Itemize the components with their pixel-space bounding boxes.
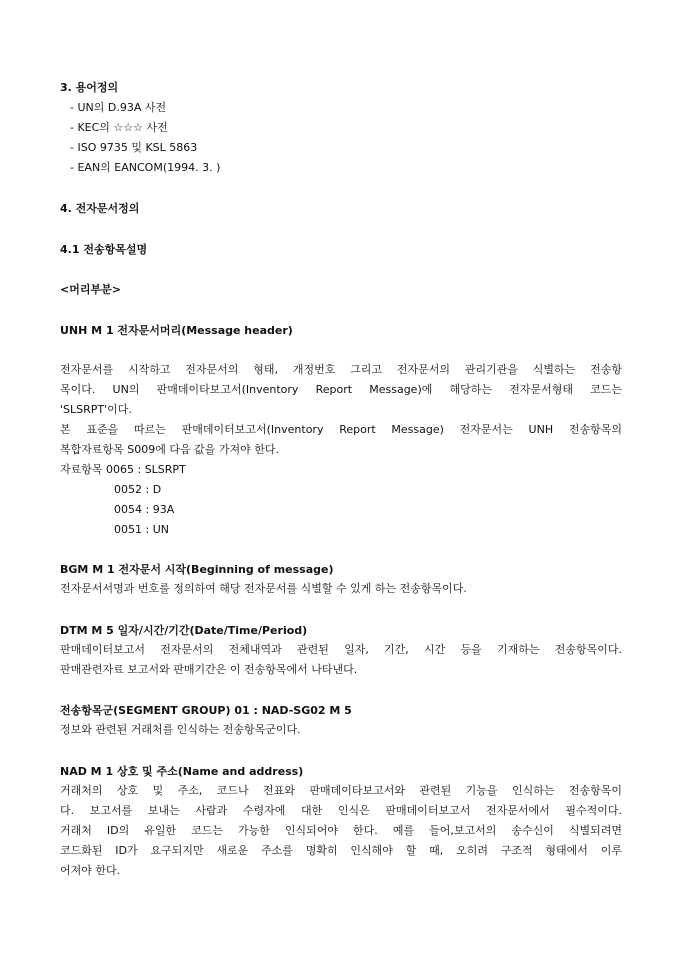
dtm-line1: 판매데이터보고서 전자문서의 전체내역과 관련된 일자, 기간, 시간 등을 기재하는 전송항목이다. — [60, 643, 622, 656]
nad-line4: 코드화된 ID가 요구되지만 새로운 주소를 명확히 인식해야 할 때, 오히려 구조적 형태에서 이루 — [60, 844, 622, 857]
data-item-0052: 0052 : D — [114, 483, 162, 496]
term-item-1: - UN의 D.93A 사전 — [70, 101, 167, 114]
data-item-0054: 0054 : 93A — [114, 503, 175, 516]
nad-line3: 거래처 ID의 유일한 코드는 가능한 인식되어야 한다. 예를 들어,보고서의 송수신이 식별되려면 — [60, 824, 622, 837]
unh-para1-line2: 목이다. UN의 판매데이타보고서(Inventory Report Message)에 해당하는 전자문서형태 코드는 — [60, 383, 622, 396]
unh-para2-line2: 복합자료항목 S009에 다음 값을 가져야 한다. — [60, 443, 279, 456]
data-item-0065: 자료항목 0065 : SLSRPT — [60, 463, 186, 476]
bgm-heading: BGM M 1 전자문서 시작(Beginning of message) — [60, 563, 334, 576]
term-item-2: - KEC의 ☆☆☆ 사전 — [70, 121, 168, 134]
unh-heading: UNH M 1 전자문서머리(Message header) — [60, 324, 293, 337]
term-item-3: - ISO 9735 및 KSL 5863 — [70, 141, 198, 154]
segment-group-heading: 전송항목군(SEGMENT GROUP) 01 : NAD-SG02 M 5 — [60, 704, 352, 717]
data-item-0051: 0051 : UN — [114, 523, 169, 536]
header-part-heading: <머리부분> — [60, 283, 121, 296]
segment-group-line1: 정보와 관련된 거래처를 인식하는 전송항목군이다. — [60, 723, 301, 736]
nad-line1: 거래처의 상호 및 주소, 코드나 전표와 판매데이타보고서와 관련된 기능을 인식하는 전송항목이 — [60, 784, 622, 797]
bgm-line1: 전자문서서명과 번호를 정의하여 해당 전자문서를 식별할 수 있게 하는 전송항목이다. — [60, 582, 467, 595]
section-4-1-heading: 4.1 전송항목설명 — [60, 243, 148, 256]
nad-line2: 다. 보고서를 보내는 사람과 수령자에 대한 인식은 판매데이터보고서 전자문서에서 필수적이다. — [60, 804, 622, 817]
section-4-heading: 4. 전자문서정의 — [60, 202, 140, 215]
unh-para1-line3: 'SLSRPT'이다. — [60, 403, 132, 416]
term-item-4: - EAN의 EANCOM(1994. 3. ) — [70, 161, 221, 174]
unh-para1-line1: 전자문서를 시작하고 전자문서의 형태, 개정번호 그리고 전자문서의 관리기관을 식별하는 전송항 — [60, 363, 622, 376]
dtm-line2: 판매관련자료 보고서와 판매기간은 이 전송항목에서 나타낸다. — [60, 663, 358, 676]
nad-line5: 어져야 한다. — [60, 864, 121, 877]
section-3-heading: 3. 용어정의 — [60, 81, 119, 94]
nad-heading: NAD M 1 상호 및 주소(Name and address) — [60, 765, 304, 778]
dtm-heading: DTM M 5 일자/시간/기간(Date/Time/Period) — [60, 624, 308, 637]
unh-para2-line1: 본 표준을 따르는 판매데이터보고서(Inventory Report Message) 전자문서는 UNH 전송항목의 — [60, 423, 622, 436]
